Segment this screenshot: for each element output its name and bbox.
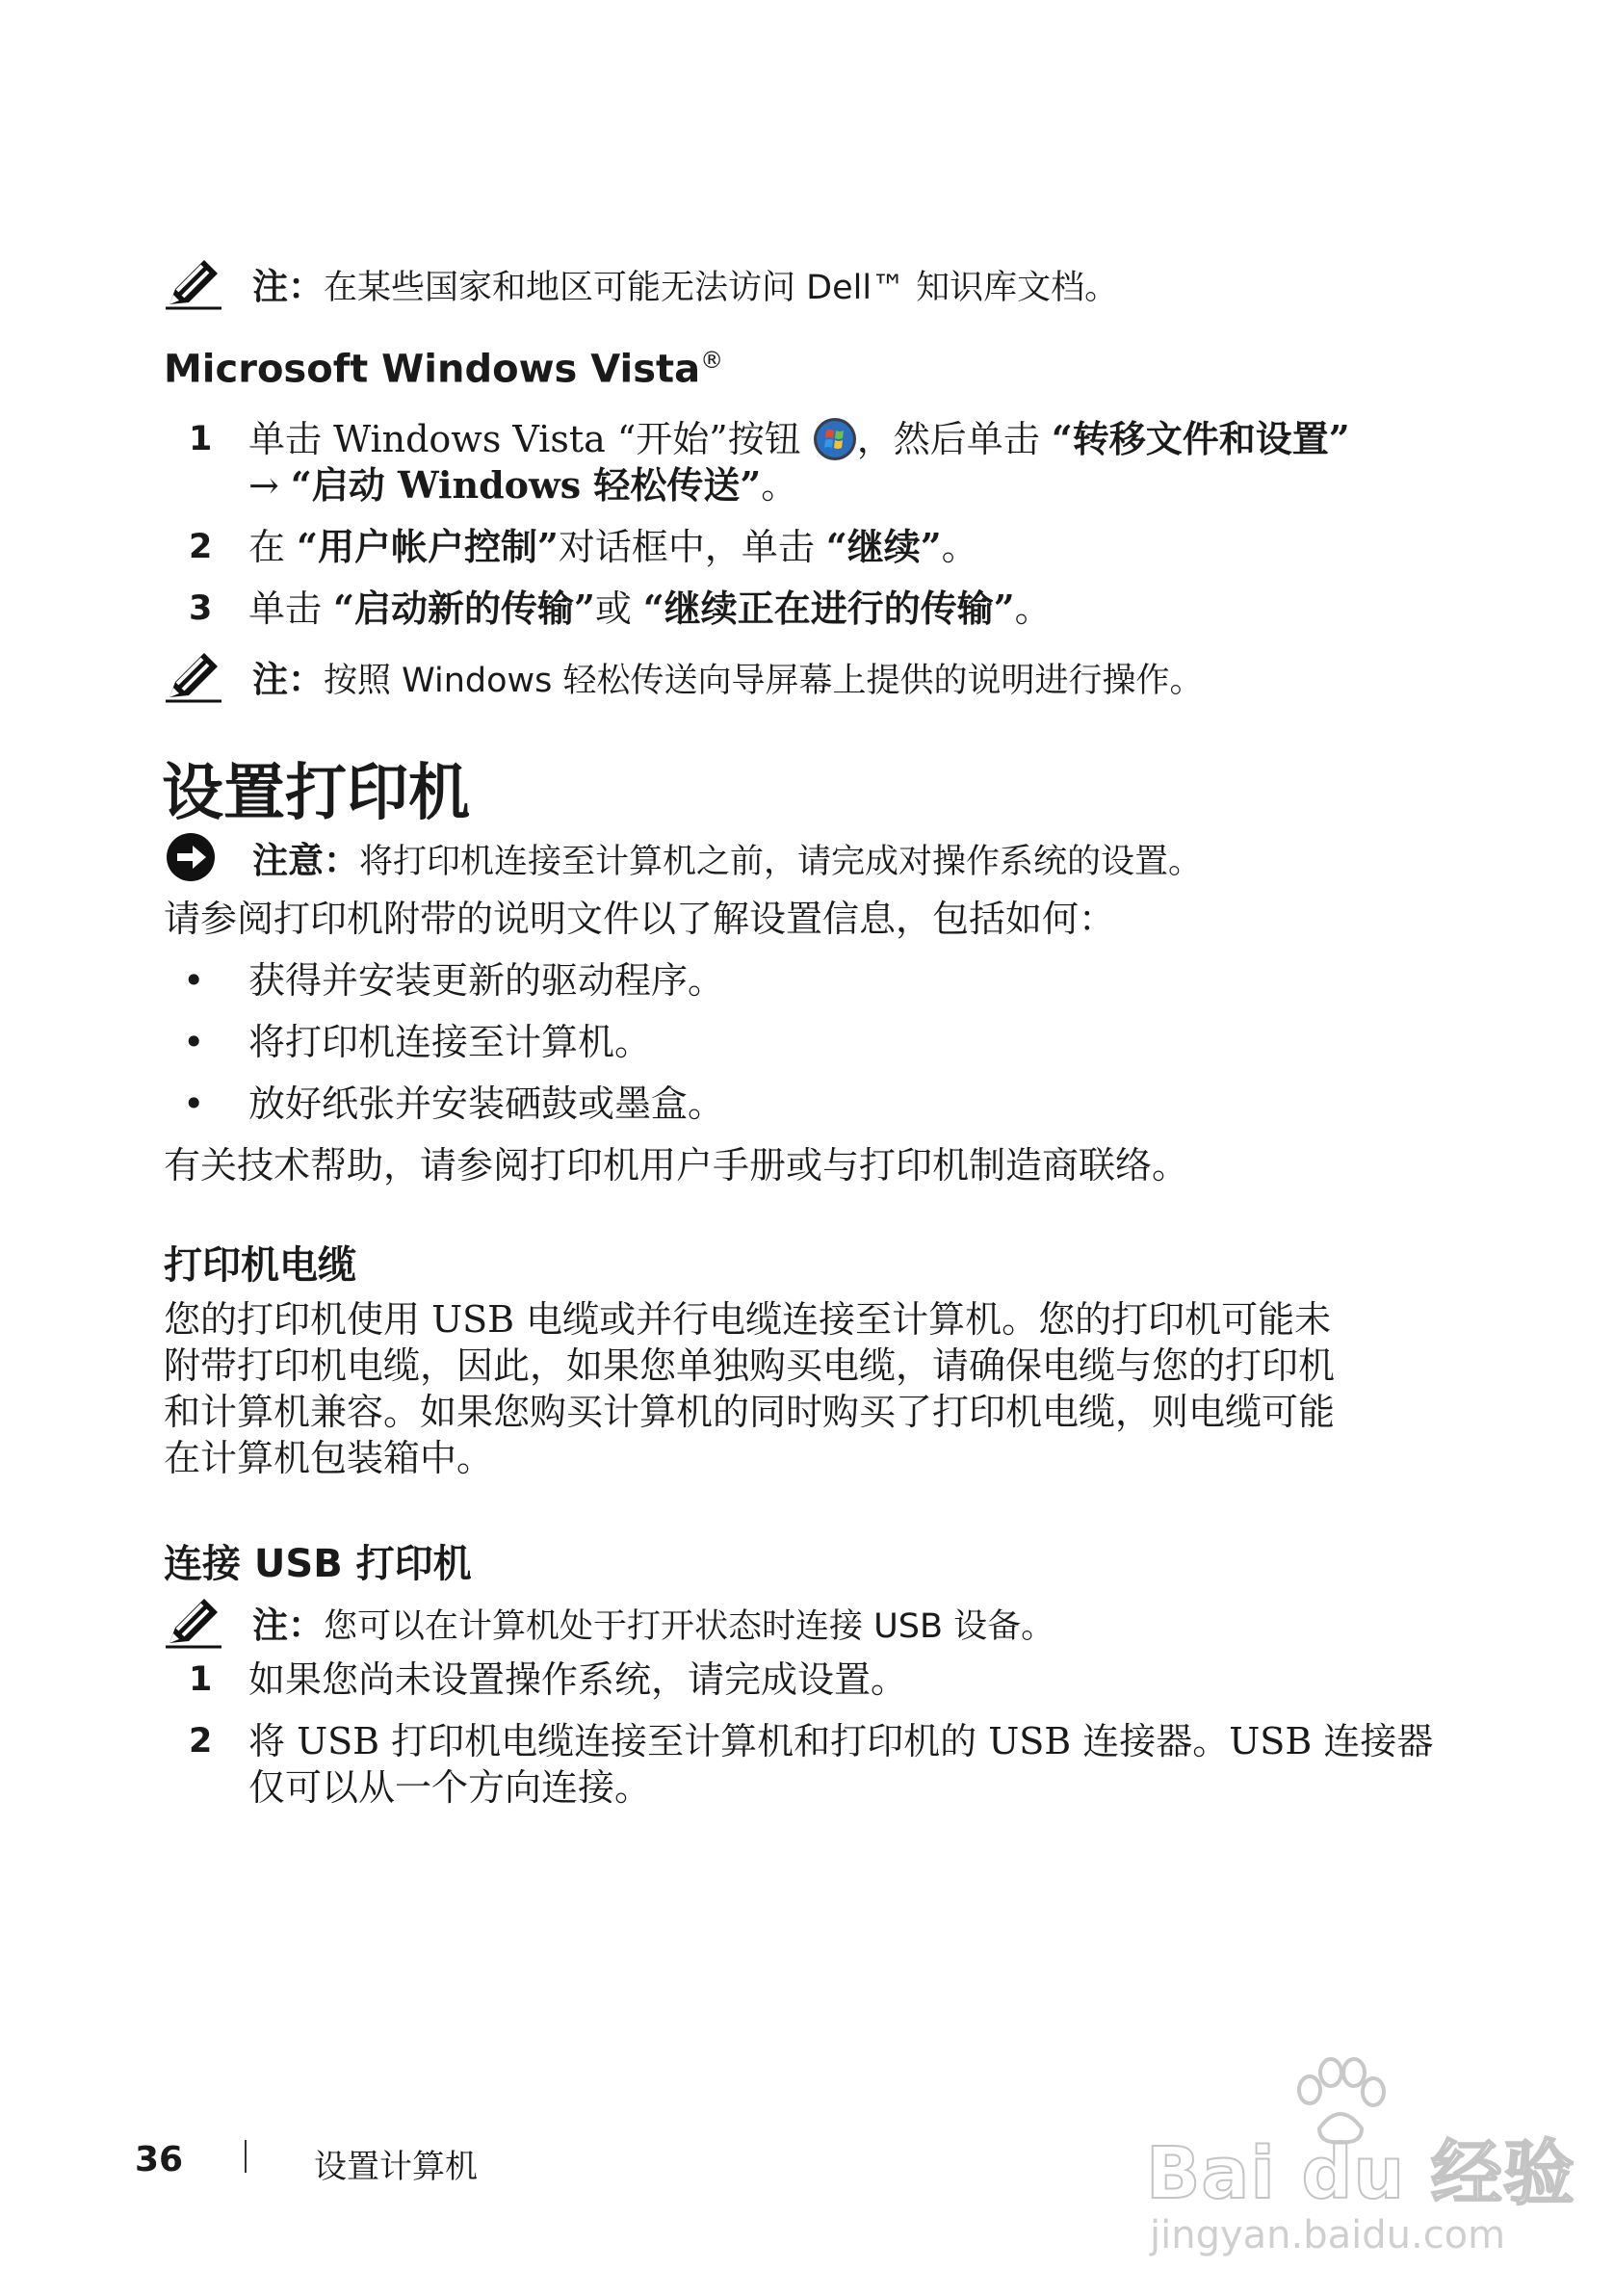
watermark-brand: Bai du 经验 [1146, 2132, 1575, 2215]
transfer-files-settings-label: “转移文件和设置” [1051, 417, 1350, 460]
caution-text: 将打印机连接至计算机之前，请完成对操作系统的设置。 [359, 843, 1203, 881]
step-text: 。 [761, 464, 798, 507]
step-number: 2 [189, 528, 213, 566]
step-number: 1 [189, 420, 213, 458]
note-label: 注： [252, 266, 324, 307]
pencil-note-icon [164, 1595, 223, 1649]
note-label: 注： [252, 659, 324, 700]
section-heading-vista [164, 347, 723, 391]
watermark-url: jingyan.baidu.com [1150, 2213, 1506, 2257]
step-text: 。 [941, 526, 978, 568]
continue-transfer-label: “继续正在进行的传输” [642, 587, 1015, 630]
bullet-icon: • [183, 1083, 205, 1125]
step-number: 2 [189, 1722, 213, 1761]
footer-divider [245, 2140, 247, 2173]
registered-mark: ® [700, 347, 724, 374]
usb-step-2 [189, 1718, 1441, 1811]
step-text: 如果您尚未设置操作系统，请完成设置。 [248, 1658, 908, 1701]
help-paragraph: 有关技术帮助，请参阅打印机用户手册或与打印机制造商联络。 [164, 1144, 1189, 1187]
bullet-icon: • [183, 1021, 205, 1063]
step-text: ，然后单击 [856, 418, 1052, 460]
footer-section-title: 设置计算机 [314, 2148, 478, 2186]
step-text: 对话框中，单击 [558, 526, 826, 568]
list-item-text: 获得并安装更新的驱动程序。 [248, 959, 725, 1002]
note-usb-hot-plug [164, 1595, 1054, 1649]
vista-heading-text: Microsoft Windows Vista [164, 347, 701, 392]
section-heading-cable: 打印机电缆 [164, 1243, 356, 1288]
page-title: 设置打印机 [162, 758, 470, 829]
step-number: 3 [189, 589, 213, 628]
pencil-note-icon [164, 649, 223, 703]
step-text: 单击 Windows Vista “开始”按钮 [248, 418, 813, 460]
note-text: 您可以在计算机处于打开状态时连接 USB 设备。 [324, 1607, 1055, 1646]
step-text: 将 USB 打印机电缆连接至计算机和打印机的 USB 连接器。USB 连接器 [248, 1720, 1434, 1762]
step-text: 或 [594, 587, 643, 630]
step-text: 仅可以从一个方向连接。 [248, 1766, 652, 1809]
caution-arrow-icon [164, 830, 223, 884]
note-dell-knowledge-base [164, 256, 1118, 310]
step-text: 单击 [248, 587, 334, 630]
usb-step-1 [189, 1657, 1441, 1703]
section-heading-usb: 连接 USB 打印机 [164, 1542, 472, 1586]
intro-paragraph: 请参阅打印机附带的说明文件以了解设置信息，包括如何： [164, 898, 1116, 940]
step-arrow: → [248, 464, 291, 507]
note-easy-transfer [164, 649, 1204, 703]
vista-step-3 [189, 586, 1441, 632]
vista-step-2 [189, 524, 1441, 570]
windows-start-button-icon[interactable] [813, 417, 857, 461]
uac-dialog-label: “用户帐户控制” [297, 525, 559, 568]
bullet-icon: • [183, 959, 205, 1002]
continue-label: “继续” [825, 525, 942, 568]
step-text: 。 [1014, 587, 1052, 630]
step-text: 在 [248, 526, 298, 568]
pencil-note-icon [164, 256, 223, 310]
list-item-text: 放好纸张并安装硒鼓或墨盒。 [248, 1083, 725, 1125]
list-item-text: 将打印机连接至计算机。 [248, 1021, 652, 1063]
note-text: 按照 Windows 轻松传送向导屏幕上提供的说明进行操作。 [324, 662, 1204, 700]
note-label: 注： [252, 1605, 324, 1646]
cable-line: 和计算机兼容。如果您购买计算机的同时购买了打印机电缆，则电缆可能 [164, 1391, 1336, 1433]
cable-paragraph [164, 1296, 1406, 1481]
step-number: 1 [189, 1660, 213, 1699]
baidu-watermark [1136, 2051, 1575, 2263]
start-new-transfer-label: “启动新的传输” [333, 587, 595, 630]
page-number: 36 [135, 2140, 184, 2179]
caution-label: 注意： [252, 840, 359, 881]
caution-notice [164, 830, 1202, 884]
cable-line: 在计算机包装箱中。 [164, 1437, 494, 1479]
note-text: 在某些国家和地区可能无法访问 Dell™ 知识库文档。 [324, 269, 1119, 307]
start-easy-transfer-label: “启动 Windows 轻松传送” [290, 463, 762, 507]
cable-line: 附带打印机电缆，因此，如果您单独购买电缆，请确保电缆与您的打印机 [164, 1344, 1336, 1387]
vista-step-1 [189, 416, 1441, 509]
cable-line: 您的打印机使用 USB 电缆或并行电缆连接至计算机。您的打印机可能未 [164, 1298, 1332, 1341]
